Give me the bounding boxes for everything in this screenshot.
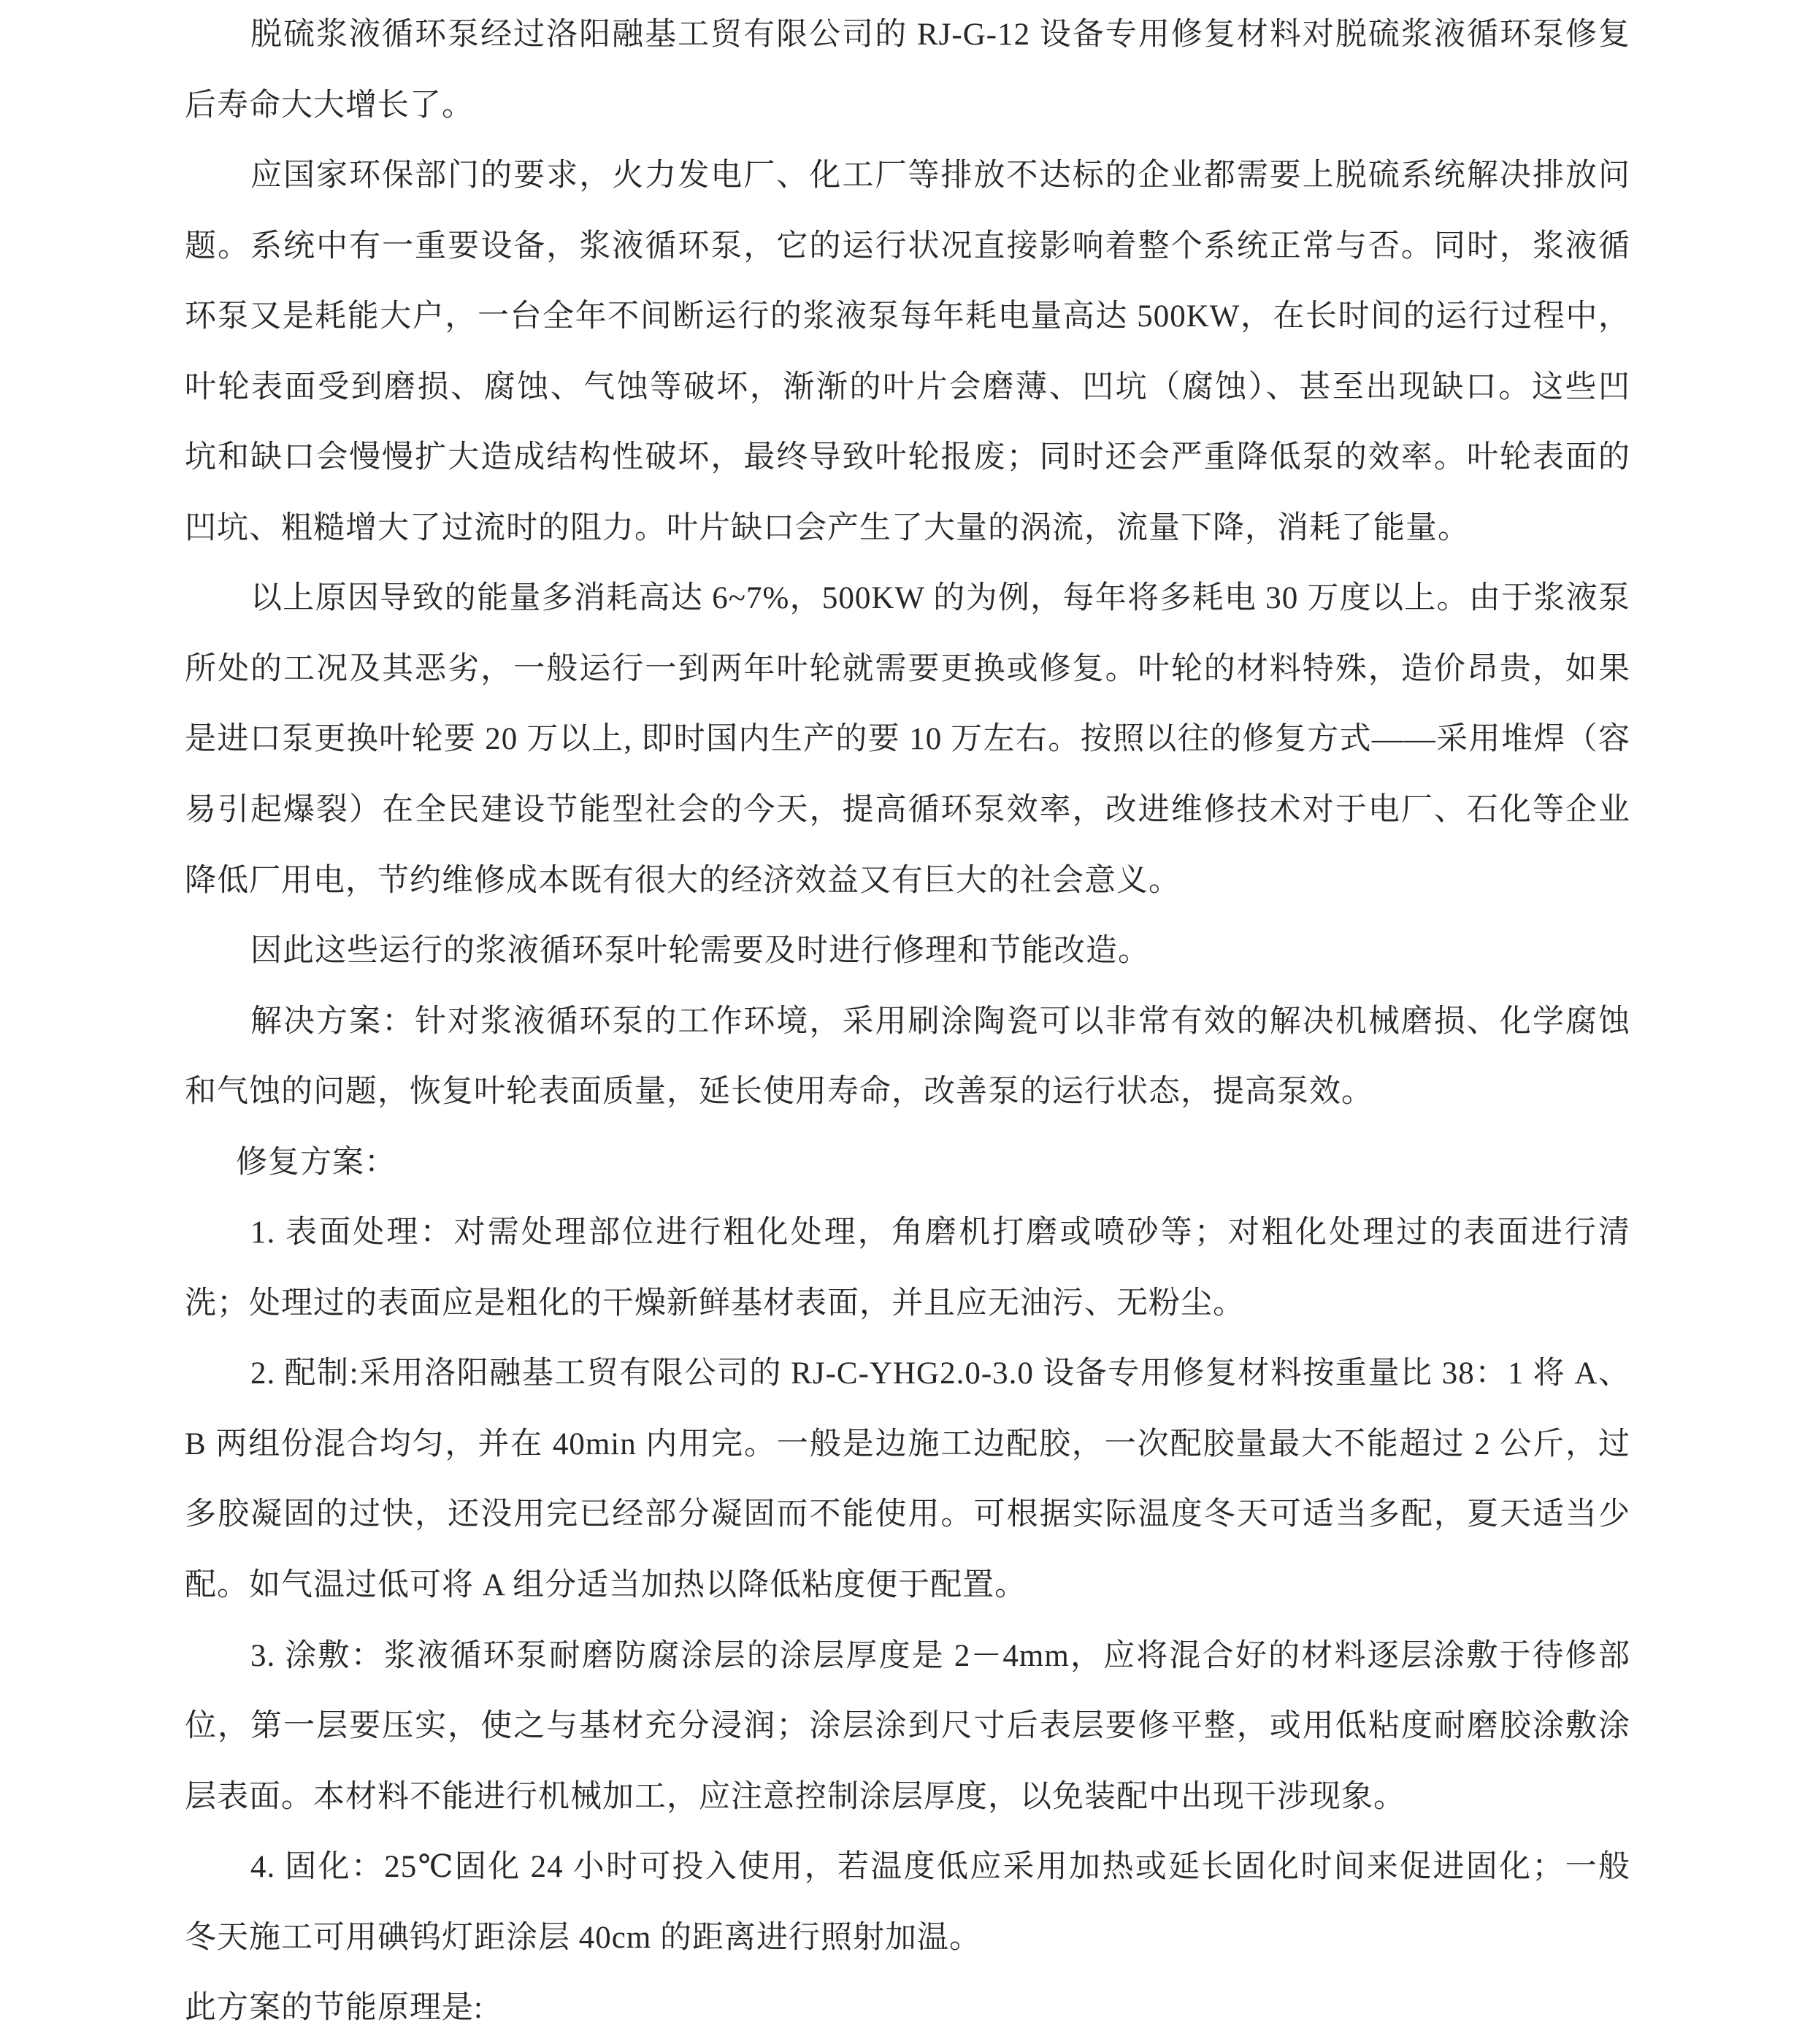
text-line: 叶轮表面受到磨损、腐蚀、气蚀等破坏，渐渐的叶片会磨薄、凹坑（腐蚀）、甚至出现缺口。这些凹: [185, 369, 1630, 404]
document-body: [185, 0, 1630, 2044]
text-line: 此方案的节能原理是:: [185, 1991, 483, 2026]
paragraph: [185, 564, 1630, 916]
text-line: 位，第一层要压实，使之与基材充分浸润；涂层涂到尺寸后表层要修平整，或用低粘度耐磨胶涂敷涂: [185, 1709, 1630, 1744]
text-line: 因此这些运行的浆液循环泵叶轮需要及时进行修理和节能改造。: [250, 934, 1150, 969]
text-line: 和气蚀的问题，恢复叶轮表面质量，延长使用寿命，改善泵的运行状态，提高泵效。: [185, 1075, 1373, 1110]
paragraph: [185, 1973, 1630, 2044]
text-line: 坑和缺口会慢慢扩大造成结构性破坏，最终导致叶轮报废；同时还会严重降低泵的效率。叶轮表面的: [185, 440, 1630, 475]
text-line: B 两组份混合均匀，并在 40min 内用完。一般是边施工边配胶，一次配胶量最大不能超过 2 公斤，过: [185, 1426, 1630, 1461]
text-line: 后寿命大大增长了。: [185, 88, 474, 123]
text-line: 易引起爆裂）在全民建设节能型社会的今天，提高循环泵效率，改进维修技术对于电厂、石化等企业: [185, 793, 1630, 828]
text-line: 降低厂用电，节约维修成本既有很大的经济效益又有巨大的社会意义。: [185, 863, 1181, 898]
paragraph: [185, 1621, 1630, 1833]
text-line: 冬天施工可用碘钨灯距涂层 40cm 的距离进行照射加温。: [185, 1920, 982, 1955]
paragraph: [185, 1198, 1630, 1339]
text-line: 配。如气温过低可将 A 组分适当加热以降低粘度便于配置。: [185, 1568, 1027, 1603]
paragraph: [185, 916, 1630, 987]
text-line: 凹坑、粗糙增大了过流时的阻力。叶片缺口会产生了大量的涡流，流量下降，消耗了能量。: [185, 510, 1470, 545]
text-line: 4. 固化：25℃固化 24 小时可投入使用，若温度低应采用加热或延长固化时间来促进固化；一般: [250, 1850, 1630, 1885]
text-line: 脱硫浆液循环泵经过洛阳融基工贸有限公司的 RJ-G-12 设备专用修复材料对脱硫浆液循环泵修复: [250, 18, 1630, 52]
text-line: 2. 配制:采用洛阳融基工贸有限公司的 RJ-C-YHG2.0-3.0 设备专用修复材料按重量比 38：1 将 A、: [250, 1356, 1630, 1391]
paragraph: [185, 1128, 1630, 1199]
text-line: 3. 涂敷：浆液循环泵耐磨防腐涂层的涂层厚度是 2－4mm，应将混合好的材料逐层涂敷于待修部: [250, 1638, 1630, 1673]
text-line: 题。系统中有一重要设备，浆液循环泵，它的运行状况直接影响着整个系统正常与否。同时，浆液循: [185, 228, 1630, 264]
text-line: 洗；处理过的表面应是粗化的干燥新鲜基材表面，并且应无油污、无粉尘。: [185, 1286, 1245, 1321]
text-line: 是进口泵更换叶轮要 20 万以上, 即时国内生产的要 10 万左右。按照以往的修复方式——采用堆焊（容: [185, 722, 1630, 757]
text-line: 多胶凝固的过快，还没用完已经部分凝固而不能使用。可根据实际温度冬天可适当多配，夏天适当少: [185, 1497, 1630, 1532]
paragraph: [185, 987, 1630, 1128]
paragraph: [185, 1832, 1630, 1973]
text-line: 层表面。本材料不能进行机械加工，应注意控制涂层厚度，以免装配中出现干涉现象。: [185, 1779, 1406, 1814]
paragraph: [185, 1339, 1630, 1621]
text-line: 以上原因导致的能量多消耗高达 6~7%，500KW 的为例，每年将多耗电 30 万度以上。由于浆液泵: [250, 581, 1630, 616]
paragraph: [185, 141, 1630, 564]
text-line: 环泵又是耗能大户，一台全年不间断运行的浆液泵每年耗电量高达 500KW，在长时间的运行过程中，: [185, 299, 1630, 334]
paragraph: [185, 0, 1630, 141]
text-line: 修复方案：: [236, 1145, 396, 1180]
text-line: 应国家环保部门的要求，火力发电厂、化工厂等排放不达标的企业都需要上脱硫系统解决排放问: [250, 158, 1630, 193]
text-line: 解决方案：针对浆液循环泵的工作环境，采用刷涂陶瓷可以非常有效的解决机械磨损、化学腐蚀: [250, 1004, 1630, 1039]
text-line: 所处的工况及其恶劣，一般运行一到两年叶轮就需要更换或修复。叶轮的材料特殊，造价昂贵，如果: [185, 651, 1630, 686]
text-line: 1. 表面处理：对需处理部位进行粗化处理，角磨机打磨或喷砂等；对粗化处理过的表面进行清: [250, 1215, 1630, 1250]
